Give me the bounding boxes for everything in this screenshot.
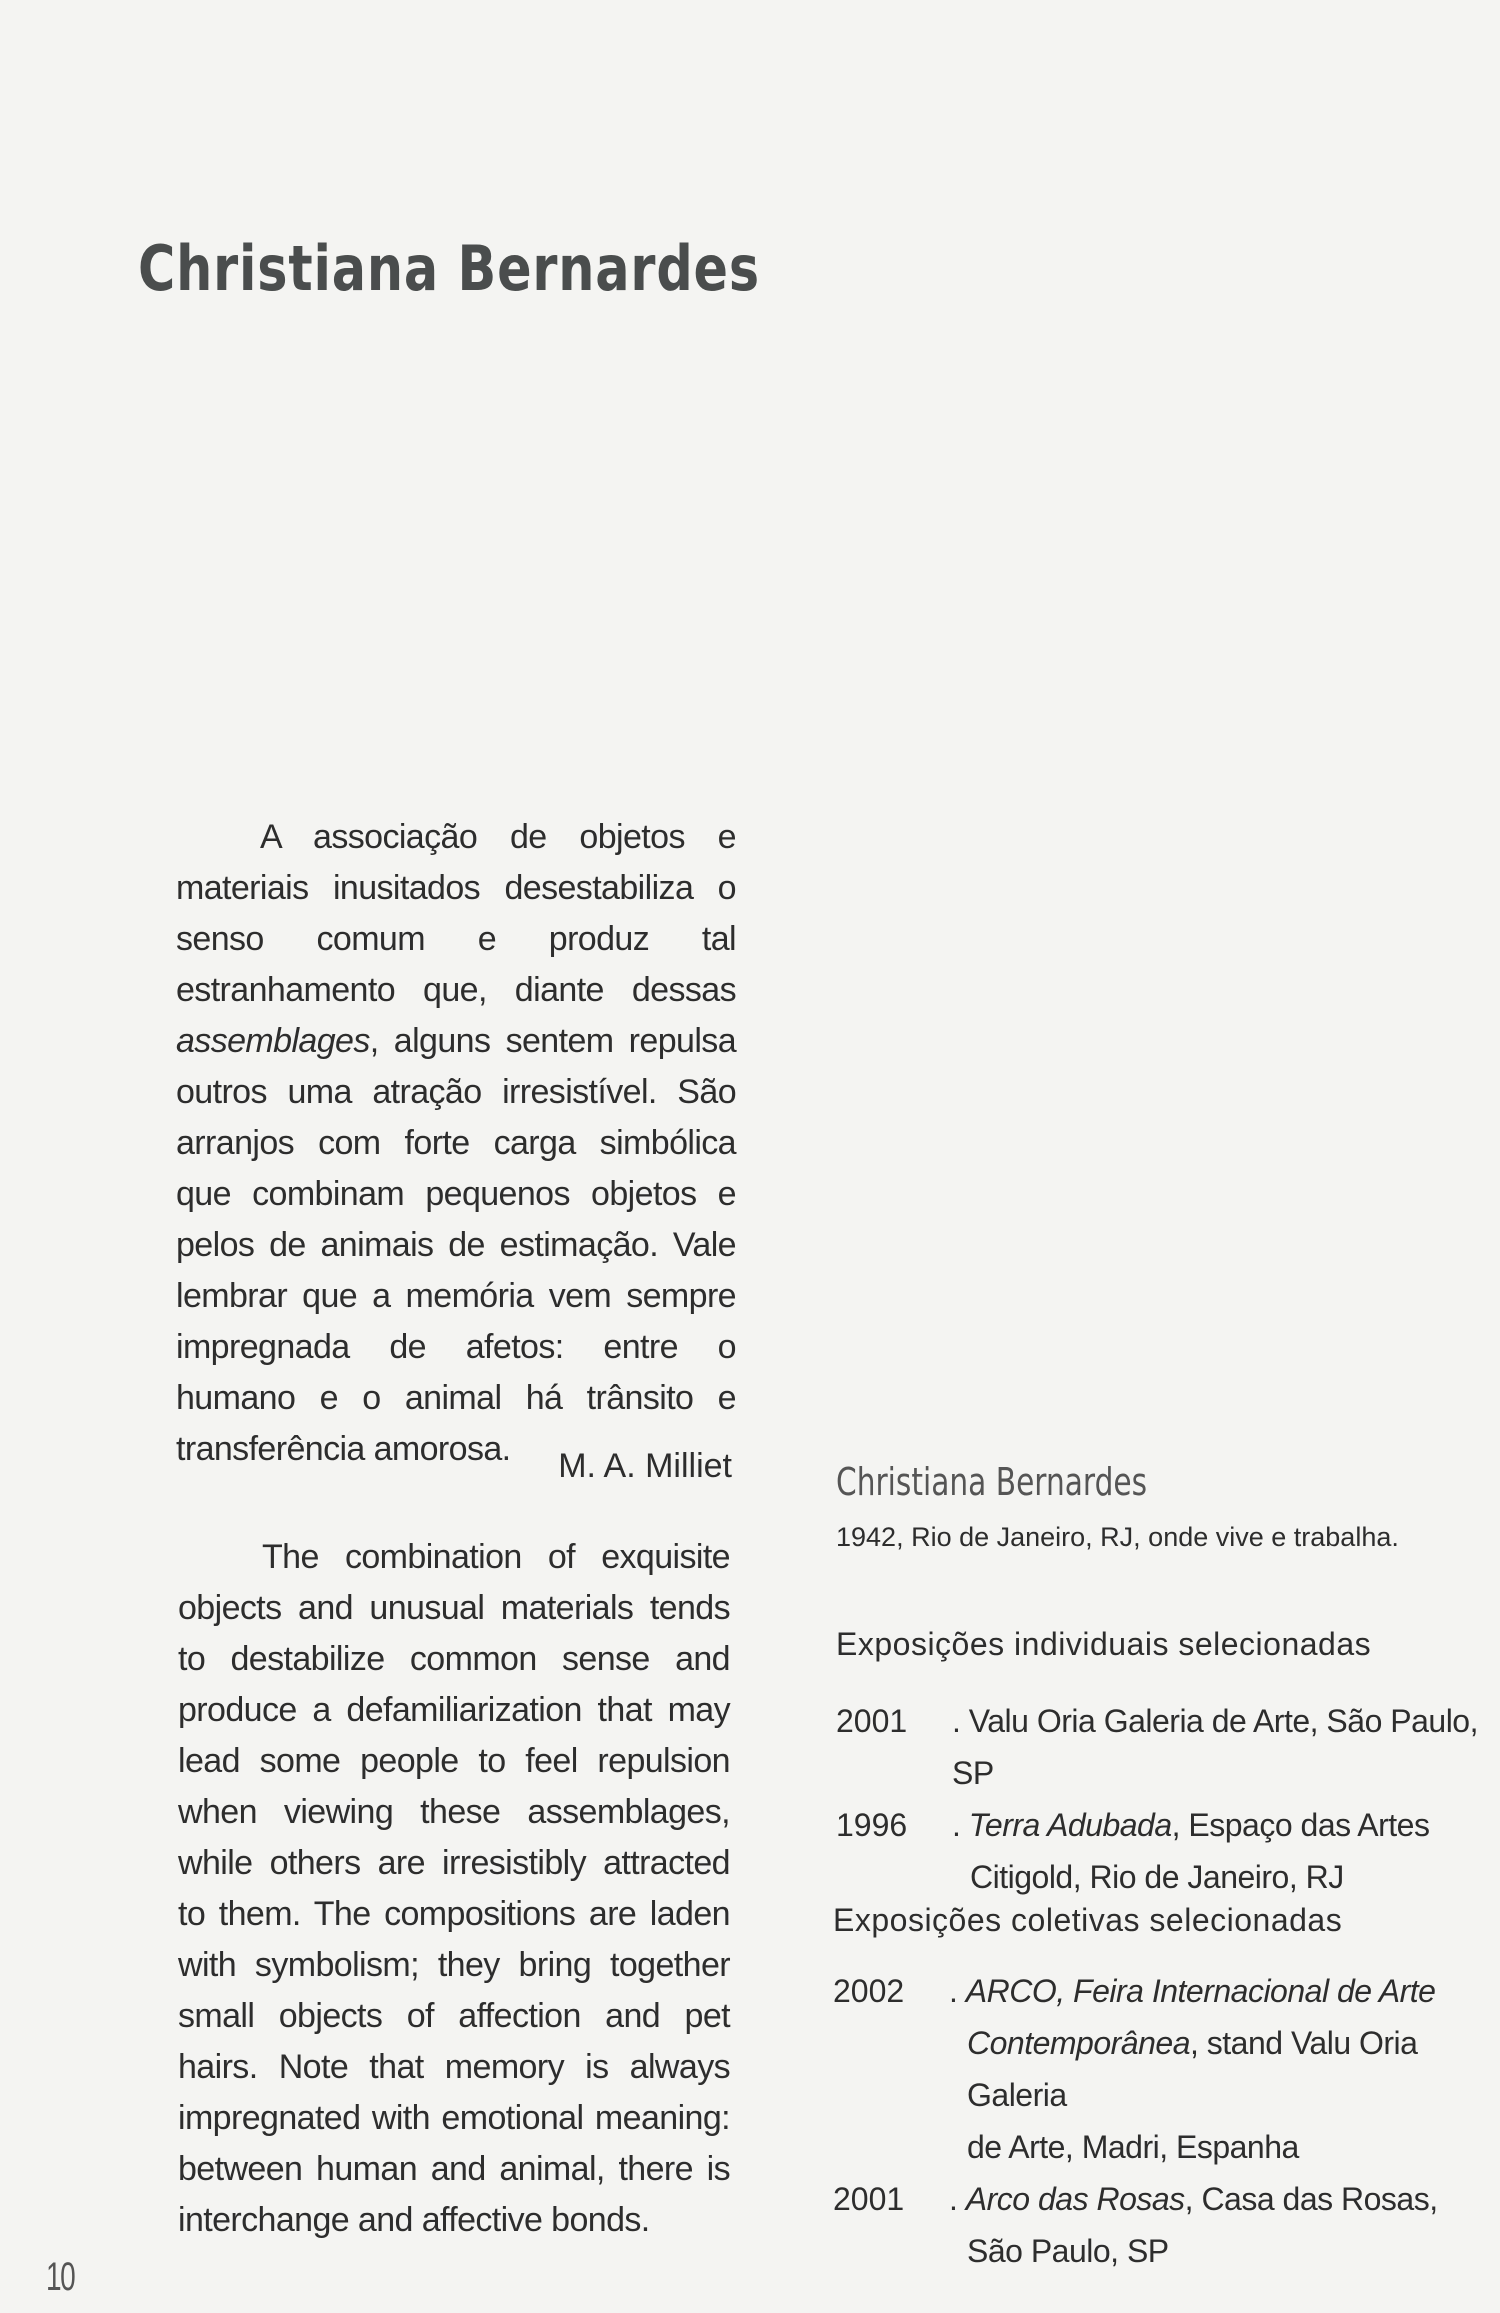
exhibition-details (949, 1965, 1493, 2173)
exhibition-line (949, 1965, 1493, 2017)
individual-exhibitions-heading: Exposições individuais selecionadas (836, 1626, 1372, 1662)
exhibition-line (949, 2017, 1493, 2121)
essay-pt-text-1: A associação de objetos e materiais inusitados desestabiliza o senso comum e produz tal estranhamento que, diante dessas (176, 818, 736, 1009)
exhibition-prefix: . (949, 1973, 966, 2009)
exhibition-prefix: . (952, 1807, 969, 1843)
essay-english (178, 1532, 730, 2246)
exhibition-details (952, 1695, 1496, 1799)
bio-name: Christiana Bernardes (836, 1460, 1148, 1504)
exhibition-venue: , stand Valu Oria Galeria (967, 2025, 1418, 2113)
exhibition-details (949, 2173, 1493, 2277)
collective-exhibitions-list (833, 1965, 1493, 2277)
exhibition-title: Arco das Rosas (965, 2181, 1185, 2217)
exhibition-year: 2001 (836, 1703, 908, 1739)
exhibition-line: Citigold, Rio de Janeiro, RJ (970, 1859, 1344, 1895)
essay-pt-italic-term: assemblages (176, 1022, 370, 1060)
exhibition-entry (833, 2173, 1493, 2277)
page-number: 10 (46, 2255, 75, 2299)
exhibition-entry (836, 1799, 1496, 1903)
exhibition-year: 2002 (833, 1973, 905, 2009)
essay-portuguese (176, 812, 736, 1475)
exhibition-year: 2001 (833, 2181, 905, 2217)
collective-exhibitions-heading: Exposições coletivas selecionadas (833, 1902, 1343, 1938)
exhibition-details (952, 1799, 1496, 1903)
exhibition-line: de Arte, Madri, Espanha (967, 2129, 1299, 2165)
exhibition-prefix: . (949, 2181, 966, 2217)
exhibition-venue: , Espaço das Artes (1171, 1807, 1430, 1843)
exhibition-title-continued: Contemporânea (967, 2025, 1190, 2061)
page-title: Christiana Bernardes (138, 232, 760, 305)
exhibition-entry (833, 1965, 1493, 2173)
exhibition-line: São Paulo, SP (967, 2233, 1169, 2269)
essay-author: M. A. Milliet (558, 1447, 732, 1485)
artist-bio (833, 1460, 1496, 2269)
essay-pt-text-2: , alguns sentem repulsa outros uma atração irresistível. São arranjos com forte carga simbólica que combinam pequenos objetos e pelos de animais de estimação. Vale lembrar que a memória vem sempre impregnada de afetos: entre o humano e o animal há trânsito e transferência amorosa. (176, 1022, 736, 1468)
exhibition-year: 1996 (836, 1807, 908, 1843)
exhibition-title: ARCO, Feira Internacional de Arte (965, 1973, 1436, 2009)
individual-exhibitions-list (836, 1695, 1496, 1903)
essay-english-paragraph: The combination of exquisite objects and unusual materials tends to destabilize common sense and produce a defamiliarization that may lead some people to feel repulsion when viewing these assemblages, while others are irresistibly attracted to them. The compositions are laden with symbolism; they bring together small objects of affection and pet hairs. Note that memory is always impregnated with emotional meaning: between human and animal, there is interchange and affective bonds. (178, 1538, 730, 2239)
exhibition-entry (836, 1695, 1496, 1799)
exhibition-line (952, 1799, 1496, 1851)
exhibition-line: . Valu Oria Galeria de Arte, São Paulo, SP (952, 1703, 1478, 1791)
exhibition-title: Terra Adubada (968, 1807, 1172, 1843)
bio-info: 1942, Rio de Janeiro, RJ, onde vive e trabalha. (836, 1522, 1399, 1552)
exhibition-line (949, 2173, 1493, 2225)
exhibition-venue: , Casa das Rosas, (1184, 2181, 1438, 2217)
essay-portuguese-paragraph (176, 812, 736, 1475)
